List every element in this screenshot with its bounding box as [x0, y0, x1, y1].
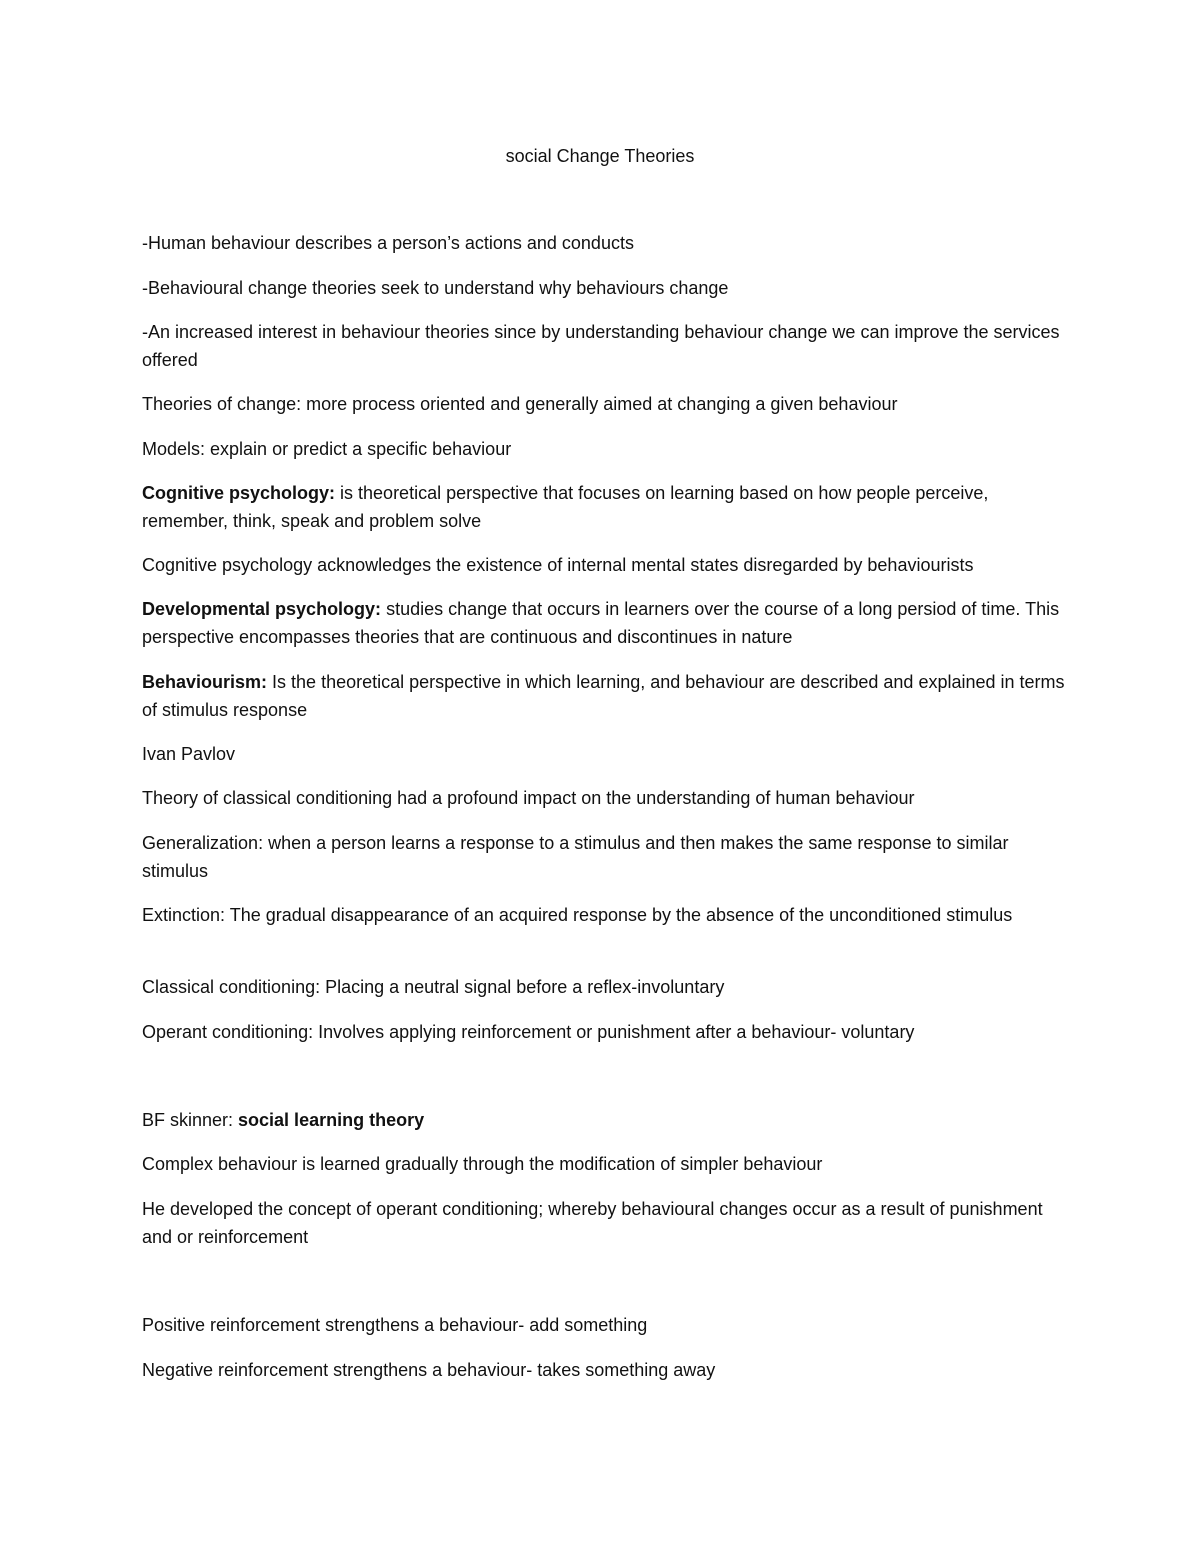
- term-label: social learning theory: [238, 1110, 425, 1130]
- paragraph: [142, 1195, 1072, 1251]
- paragraph-text: Positive reinforcement strengthens a behaviour- add something: [142, 1315, 648, 1335]
- paragraph: [142, 973, 1072, 1001]
- paragraph-text: Generalization: when a person learns a response to a stimulus and then makes the same response to similar stimulus: [142, 833, 1009, 881]
- paragraph: [142, 1356, 1072, 1384]
- paragraph-text: Classical conditioning: Placing a neutral signal before a reflex-involuntary: [142, 977, 725, 997]
- paragraph-text: Is the theoretical perspective in which learning, and behaviour are described and explained in terms of stimulus response: [142, 672, 1065, 720]
- paragraph: [142, 274, 1072, 302]
- paragraph: [142, 1150, 1072, 1178]
- paragraph-text: Complex behaviour is learned gradually through the modification of simpler behaviour: [142, 1154, 823, 1174]
- paragraph: [142, 901, 1072, 929]
- paragraph-text: -An increased interest in behaviour theories since by understanding behaviour change we can improve the services offered: [142, 322, 1060, 370]
- paragraph: [142, 318, 1072, 374]
- paragraph: [142, 1106, 1072, 1134]
- paragraph-text: Models: explain or predict a specific behaviour: [142, 439, 512, 459]
- paragraph: [142, 1311, 1072, 1339]
- paragraph: [142, 390, 1072, 418]
- paragraph: [142, 740, 1072, 768]
- paragraph: [142, 435, 1072, 463]
- paragraph-text: -Human behaviour describes a person’s actions and conducts: [142, 233, 634, 253]
- paragraph: [142, 784, 1072, 812]
- page-title: social Change Theories: [505, 146, 695, 166]
- term-label: Developmental psychology:: [142, 599, 382, 619]
- paragraph-text: studies change that occurs in learners over the course of a long persiod of time. This perspective encompasses theories that are continuous and discontinues in nature: [142, 599, 1060, 647]
- paragraph-text: Operant conditioning: Involves applying reinforcement or punishment after a behaviour- voluntary: [142, 1022, 915, 1042]
- paragraph: [142, 595, 1072, 651]
- paragraph: [142, 1018, 1072, 1046]
- paragraph-text: Extinction: The gradual disappearance of an acquired response by the absence of the unconditioned stimulus: [142, 905, 1013, 925]
- term-label: Cognitive psychology:: [142, 483, 336, 503]
- paragraph: [142, 551, 1072, 579]
- paragraph-text: Theories of change: more process oriented and generally aimed at changing a given behaviour: [142, 394, 898, 414]
- paragraph-text: Theory of classical conditioning had a profound impact on the understanding of human behaviour: [142, 788, 915, 808]
- paragraph-text: Negative reinforcement strengthens a behaviour- takes something away: [142, 1360, 716, 1380]
- paragraph-text: is theoretical perspective that focuses on learning based on how people perceive, remember, think, speak and problem solve: [142, 483, 989, 531]
- paragraph-text: Ivan Pavlov: [142, 744, 236, 764]
- paragraph: [142, 668, 1072, 724]
- paragraph-text: -Behavioural change theories seek to understand why behaviours change: [142, 278, 729, 298]
- paragraph-text: He developed the concept of operant conditioning; whereby behavioural changes occur as a result of punishment and or reinforcement: [142, 1199, 1043, 1247]
- paragraph-lead: BF skinner:: [142, 1110, 239, 1130]
- paragraph: [142, 229, 1072, 257]
- paragraph: [142, 829, 1072, 885]
- paragraph: [142, 479, 1072, 535]
- paragraph-text: Cognitive psychology acknowledges the existence of internal mental states disregarded by behaviourists: [142, 555, 974, 575]
- term-label: Behaviourism:: [142, 672, 268, 692]
